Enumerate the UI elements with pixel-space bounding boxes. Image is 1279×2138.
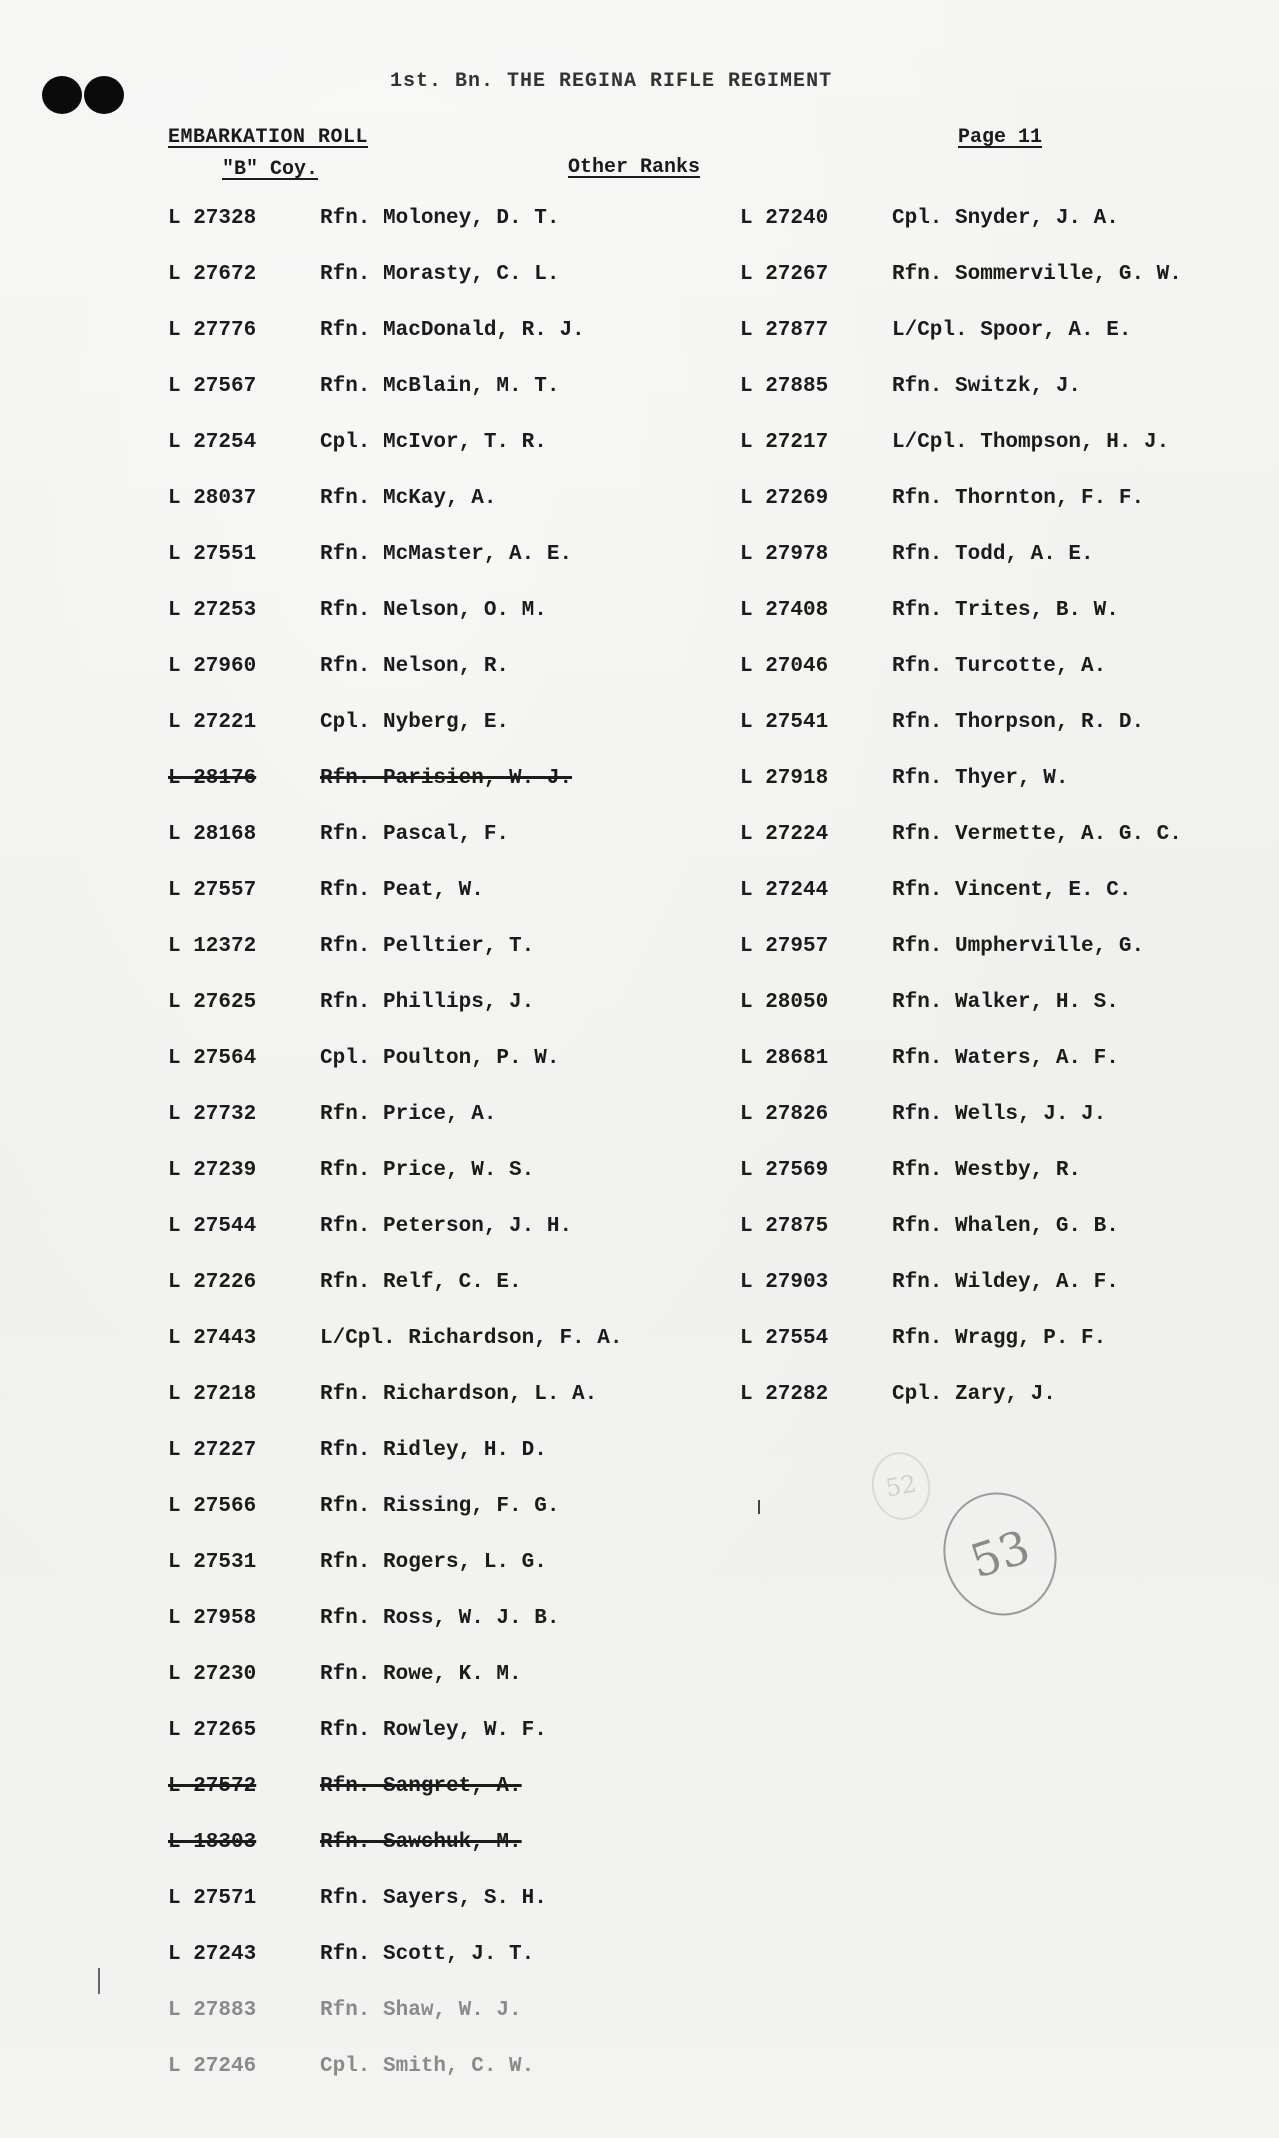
soldier-name: Rfn. Thornton, F. F.	[892, 487, 1145, 510]
roll-entry-left	[168, 1831, 688, 1887]
roll-entry-right	[740, 1271, 1260, 1327]
roll-entry-left	[168, 1775, 688, 1831]
service-number: L 27877	[740, 319, 829, 342]
roll-entry-left	[168, 1887, 688, 1943]
soldier-name: Rfn. Peat, W.	[320, 879, 484, 902]
roll-entry-left	[168, 1103, 688, 1159]
roll-entry-left	[168, 1047, 688, 1103]
service-number: L 27267	[740, 263, 829, 286]
soldier-name: L/Cpl. Richardson, F. A.	[320, 1327, 623, 1350]
roll-entry-left	[168, 1607, 688, 1663]
soldier-name: Rfn. Vincent, E. C.	[892, 879, 1132, 902]
roll-entry-right	[740, 1327, 1260, 1383]
service-number: L 28037	[168, 487, 257, 510]
soldier-name: Rfn. Rissing, F. G.	[320, 1495, 560, 1518]
ink-speck	[98, 1968, 100, 1994]
roll-entry-left	[168, 767, 688, 823]
service-number: L 27875	[740, 1215, 829, 1238]
right-roll-column	[740, 207, 1260, 1439]
roll-entry-left	[168, 1327, 688, 1383]
service-number: L 27230	[168, 1663, 257, 1686]
folio-stamp: 53	[928, 1478, 1073, 1631]
soldier-name: Rfn. Wells, J. J.	[892, 1103, 1107, 1126]
roll-entry-right	[740, 1047, 1260, 1103]
roll-entry-right	[740, 431, 1260, 487]
service-number: L 27239	[168, 1159, 257, 1182]
service-number: L 27569	[740, 1159, 829, 1182]
service-number: L 27571	[168, 1887, 257, 1910]
service-number: L 27566	[168, 1495, 257, 1518]
roll-entry-left	[168, 431, 688, 487]
roll-entry-left	[168, 935, 688, 991]
service-number: L 27826	[740, 1103, 829, 1126]
page-number: Page 11	[958, 126, 1043, 149]
roll-entry-right	[740, 1215, 1260, 1271]
roll-entry-left	[168, 375, 688, 431]
service-number: L 27883	[168, 1999, 257, 2022]
soldier-name: Rfn. Todd, A. E.	[892, 543, 1094, 566]
soldier-name: Rfn. Thyer, W.	[892, 767, 1069, 790]
soldier-name: Rfn. Sommerville, G. W.	[892, 263, 1182, 286]
soldier-name: Rfn. Umpherville, G.	[892, 935, 1145, 958]
soldier-name: Rfn. Ridley, H. D.	[320, 1439, 547, 1462]
service-number: L 27732	[168, 1103, 257, 1126]
punch-hole-right	[84, 76, 124, 114]
service-number: L 27246	[168, 2055, 257, 2078]
roll-entry-left	[168, 823, 688, 879]
soldier-name: Rfn. Walker, H. S.	[892, 991, 1119, 1014]
service-number: L 27903	[740, 1271, 829, 1294]
service-number: L 27269	[740, 487, 829, 510]
service-number: L 28050	[740, 991, 829, 1014]
service-number: L 27265	[168, 1719, 257, 1742]
roll-entry-right	[740, 711, 1260, 767]
soldier-name: Rfn. Richardson, L. A.	[320, 1383, 598, 1406]
roll-entry-left	[168, 1999, 688, 2055]
roll-entry-left	[168, 1663, 688, 1719]
soldier-name: Rfn. Sangret, A.	[320, 1775, 522, 1798]
roll-entry-right	[740, 207, 1260, 263]
punch-hole-left	[42, 76, 82, 114]
roll-entry-left	[168, 991, 688, 1047]
left-roll-column	[168, 207, 688, 2111]
soldier-name: Cpl. Smith, C. W.	[320, 2055, 535, 2078]
service-number: L 27551	[168, 543, 257, 566]
soldier-name: Rfn. Turcotte, A.	[892, 655, 1107, 678]
service-number: L 27224	[740, 823, 829, 846]
service-number: L 27541	[740, 711, 829, 734]
service-number: L 27978	[740, 543, 829, 566]
roll-entry-left	[168, 711, 688, 767]
soldier-name: Rfn. Price, A.	[320, 1103, 497, 1126]
service-number: L 27572	[168, 1775, 257, 1798]
soldier-name: Rfn. Rogers, L. G.	[320, 1551, 547, 1574]
service-number: L 27557	[168, 879, 257, 902]
soldier-name: Rfn. MacDonald, R. J.	[320, 319, 585, 342]
roll-entry-right	[740, 1159, 1260, 1215]
service-number: L 27408	[740, 599, 829, 622]
soldier-name: Rfn. Ross, W. J. B.	[320, 1607, 560, 1630]
soldier-name: Rfn. Relf, C. E.	[320, 1271, 522, 1294]
roll-entry-left	[168, 1271, 688, 1327]
service-number: L 27244	[740, 879, 829, 902]
roll-entry-left	[168, 2055, 688, 2111]
roll-entry-left	[168, 319, 688, 375]
roll-entry-left	[168, 1719, 688, 1775]
roll-entry-right	[740, 823, 1260, 879]
service-number: L 18303	[168, 1831, 257, 1854]
soldier-name: Rfn. McKay, A.	[320, 487, 497, 510]
soldier-name: Rfn. Scott, J. T.	[320, 1943, 535, 1966]
service-number: L 27328	[168, 207, 257, 230]
service-number: L 27957	[740, 935, 829, 958]
service-number: L 27672	[168, 263, 257, 286]
soldier-name: Rfn. Switzk, J.	[892, 375, 1082, 398]
service-number: L 27221	[168, 711, 257, 734]
service-number: L 28176	[168, 767, 257, 790]
service-number: L 27243	[168, 1943, 257, 1966]
soldier-name: Rfn. Nelson, O. M.	[320, 599, 547, 622]
service-number: L 27443	[168, 1327, 257, 1350]
soldier-name: Rfn. Price, W. S.	[320, 1159, 535, 1182]
roll-entry-left	[168, 1495, 688, 1551]
service-number: L 27254	[168, 431, 257, 454]
service-number: L 27253	[168, 599, 257, 622]
roll-entry-right	[740, 1383, 1260, 1439]
soldier-name: Rfn. Moloney, D. T.	[320, 207, 560, 230]
roll-entry-left	[168, 1439, 688, 1495]
roll-entry-right	[740, 879, 1260, 935]
soldier-name: Rfn. Thorpson, R. D.	[892, 711, 1145, 734]
soldier-name: Rfn. Pascal, F.	[320, 823, 510, 846]
roll-entry-left	[168, 1215, 688, 1271]
soldier-name: Rfn. Sayers, S. H.	[320, 1887, 547, 1910]
roll-title: EMBARKATION ROLL	[168, 126, 369, 149]
roll-entry-left	[168, 1159, 688, 1215]
service-number: L 27885	[740, 375, 829, 398]
roll-entry-left	[168, 1383, 688, 1439]
regiment-header: 1st. Bn. THE REGINA RIFLE REGIMENT	[390, 70, 833, 93]
soldier-name: Cpl. Snyder, J. A.	[892, 207, 1119, 230]
ink-speck	[758, 1500, 760, 1514]
soldier-name: Rfn. Westby, R.	[892, 1159, 1082, 1182]
soldier-name: Rfn. McBlain, M. T.	[320, 375, 560, 398]
roll-entry-right	[740, 319, 1260, 375]
roll-entry-right	[740, 263, 1260, 319]
roll-entry-left	[168, 207, 688, 263]
roll-entry-left	[168, 1943, 688, 1999]
roll-entry-right	[740, 1103, 1260, 1159]
roll-entry-right	[740, 543, 1260, 599]
roll-entry-left	[168, 487, 688, 543]
service-number: L 27046	[740, 655, 829, 678]
service-number: L 27226	[168, 1271, 257, 1294]
roll-entry-left	[168, 543, 688, 599]
soldier-name: Rfn. McMaster, A. E.	[320, 543, 573, 566]
service-number: L 27544	[168, 1215, 257, 1238]
roll-entry-left	[168, 655, 688, 711]
roll-entry-right	[740, 655, 1260, 711]
soldier-name: Rfn. Wragg, P. F.	[892, 1327, 1107, 1350]
soldier-name: Rfn. Whalen, G. B.	[892, 1215, 1119, 1238]
roll-entry-right	[740, 767, 1260, 823]
service-number: L 12372	[168, 935, 257, 958]
service-number: L 27227	[168, 1439, 257, 1462]
soldier-name: Rfn. Pelltier, T.	[320, 935, 535, 958]
faint-folio-stamp: 52	[867, 1447, 936, 1524]
soldier-name: Cpl. Nyberg, E.	[320, 711, 510, 734]
service-number: L 27217	[740, 431, 829, 454]
soldier-name: Rfn. Nelson, R.	[320, 655, 510, 678]
soldier-name: Cpl. Poulton, P. W.	[320, 1047, 560, 1070]
service-number: L 27531	[168, 1551, 257, 1574]
roll-entry-left	[168, 599, 688, 655]
roll-entry-right	[740, 991, 1260, 1047]
service-number: L 27567	[168, 375, 257, 398]
soldier-name: Cpl. Zary, J.	[892, 1383, 1056, 1406]
roll-entry-left	[168, 1551, 688, 1607]
roll-entry-right	[740, 935, 1260, 991]
soldier-name: Rfn. Shaw, W. J.	[320, 1999, 522, 2022]
soldier-name: Rfn. Peterson, J. H.	[320, 1215, 573, 1238]
soldier-name: Rfn. Vermette, A. G. C.	[892, 823, 1182, 846]
ranks-label: Other Ranks	[568, 156, 701, 179]
soldier-name: Rfn. Rowley, W. F.	[320, 1719, 547, 1742]
soldier-name: Rfn. Parisien, W. J.	[320, 767, 573, 790]
service-number: L 27564	[168, 1047, 257, 1070]
soldier-name: Rfn. Waters, A. F.	[892, 1047, 1119, 1070]
roll-entry-right	[740, 375, 1260, 431]
soldier-name: Rfn. Wildey, A. F.	[892, 1271, 1119, 1294]
roll-entry-left	[168, 263, 688, 319]
soldier-name: Rfn. Trites, B. W.	[892, 599, 1119, 622]
roll-entry-right	[740, 599, 1260, 655]
service-number: L 28681	[740, 1047, 829, 1070]
service-number: L 27960	[168, 655, 257, 678]
service-number: L 27776	[168, 319, 257, 342]
company-label: "B" Coy.	[222, 158, 319, 181]
service-number: L 27918	[740, 767, 829, 790]
roll-entry-left	[168, 879, 688, 935]
service-number: L 28168	[168, 823, 257, 846]
soldier-name: Rfn. Phillips, J.	[320, 991, 535, 1014]
soldier-name: L/Cpl. Spoor, A. E.	[892, 319, 1132, 342]
soldier-name: L/Cpl. Thompson, H. J.	[892, 431, 1170, 454]
service-number: L 27218	[168, 1383, 257, 1406]
service-number: L 27240	[740, 207, 829, 230]
soldier-name: Rfn. Rowe, K. M.	[320, 1663, 522, 1686]
service-number: L 27625	[168, 991, 257, 1014]
service-number: L 27554	[740, 1327, 829, 1350]
service-number: L 27282	[740, 1383, 829, 1406]
soldier-name: Rfn. Sawchuk, M.	[320, 1831, 522, 1854]
service-number: L 27958	[168, 1607, 257, 1630]
soldier-name: Rfn. Morasty, C. L.	[320, 263, 560, 286]
roll-entry-right	[740, 487, 1260, 543]
soldier-name: Cpl. McIvor, T. R.	[320, 431, 547, 454]
